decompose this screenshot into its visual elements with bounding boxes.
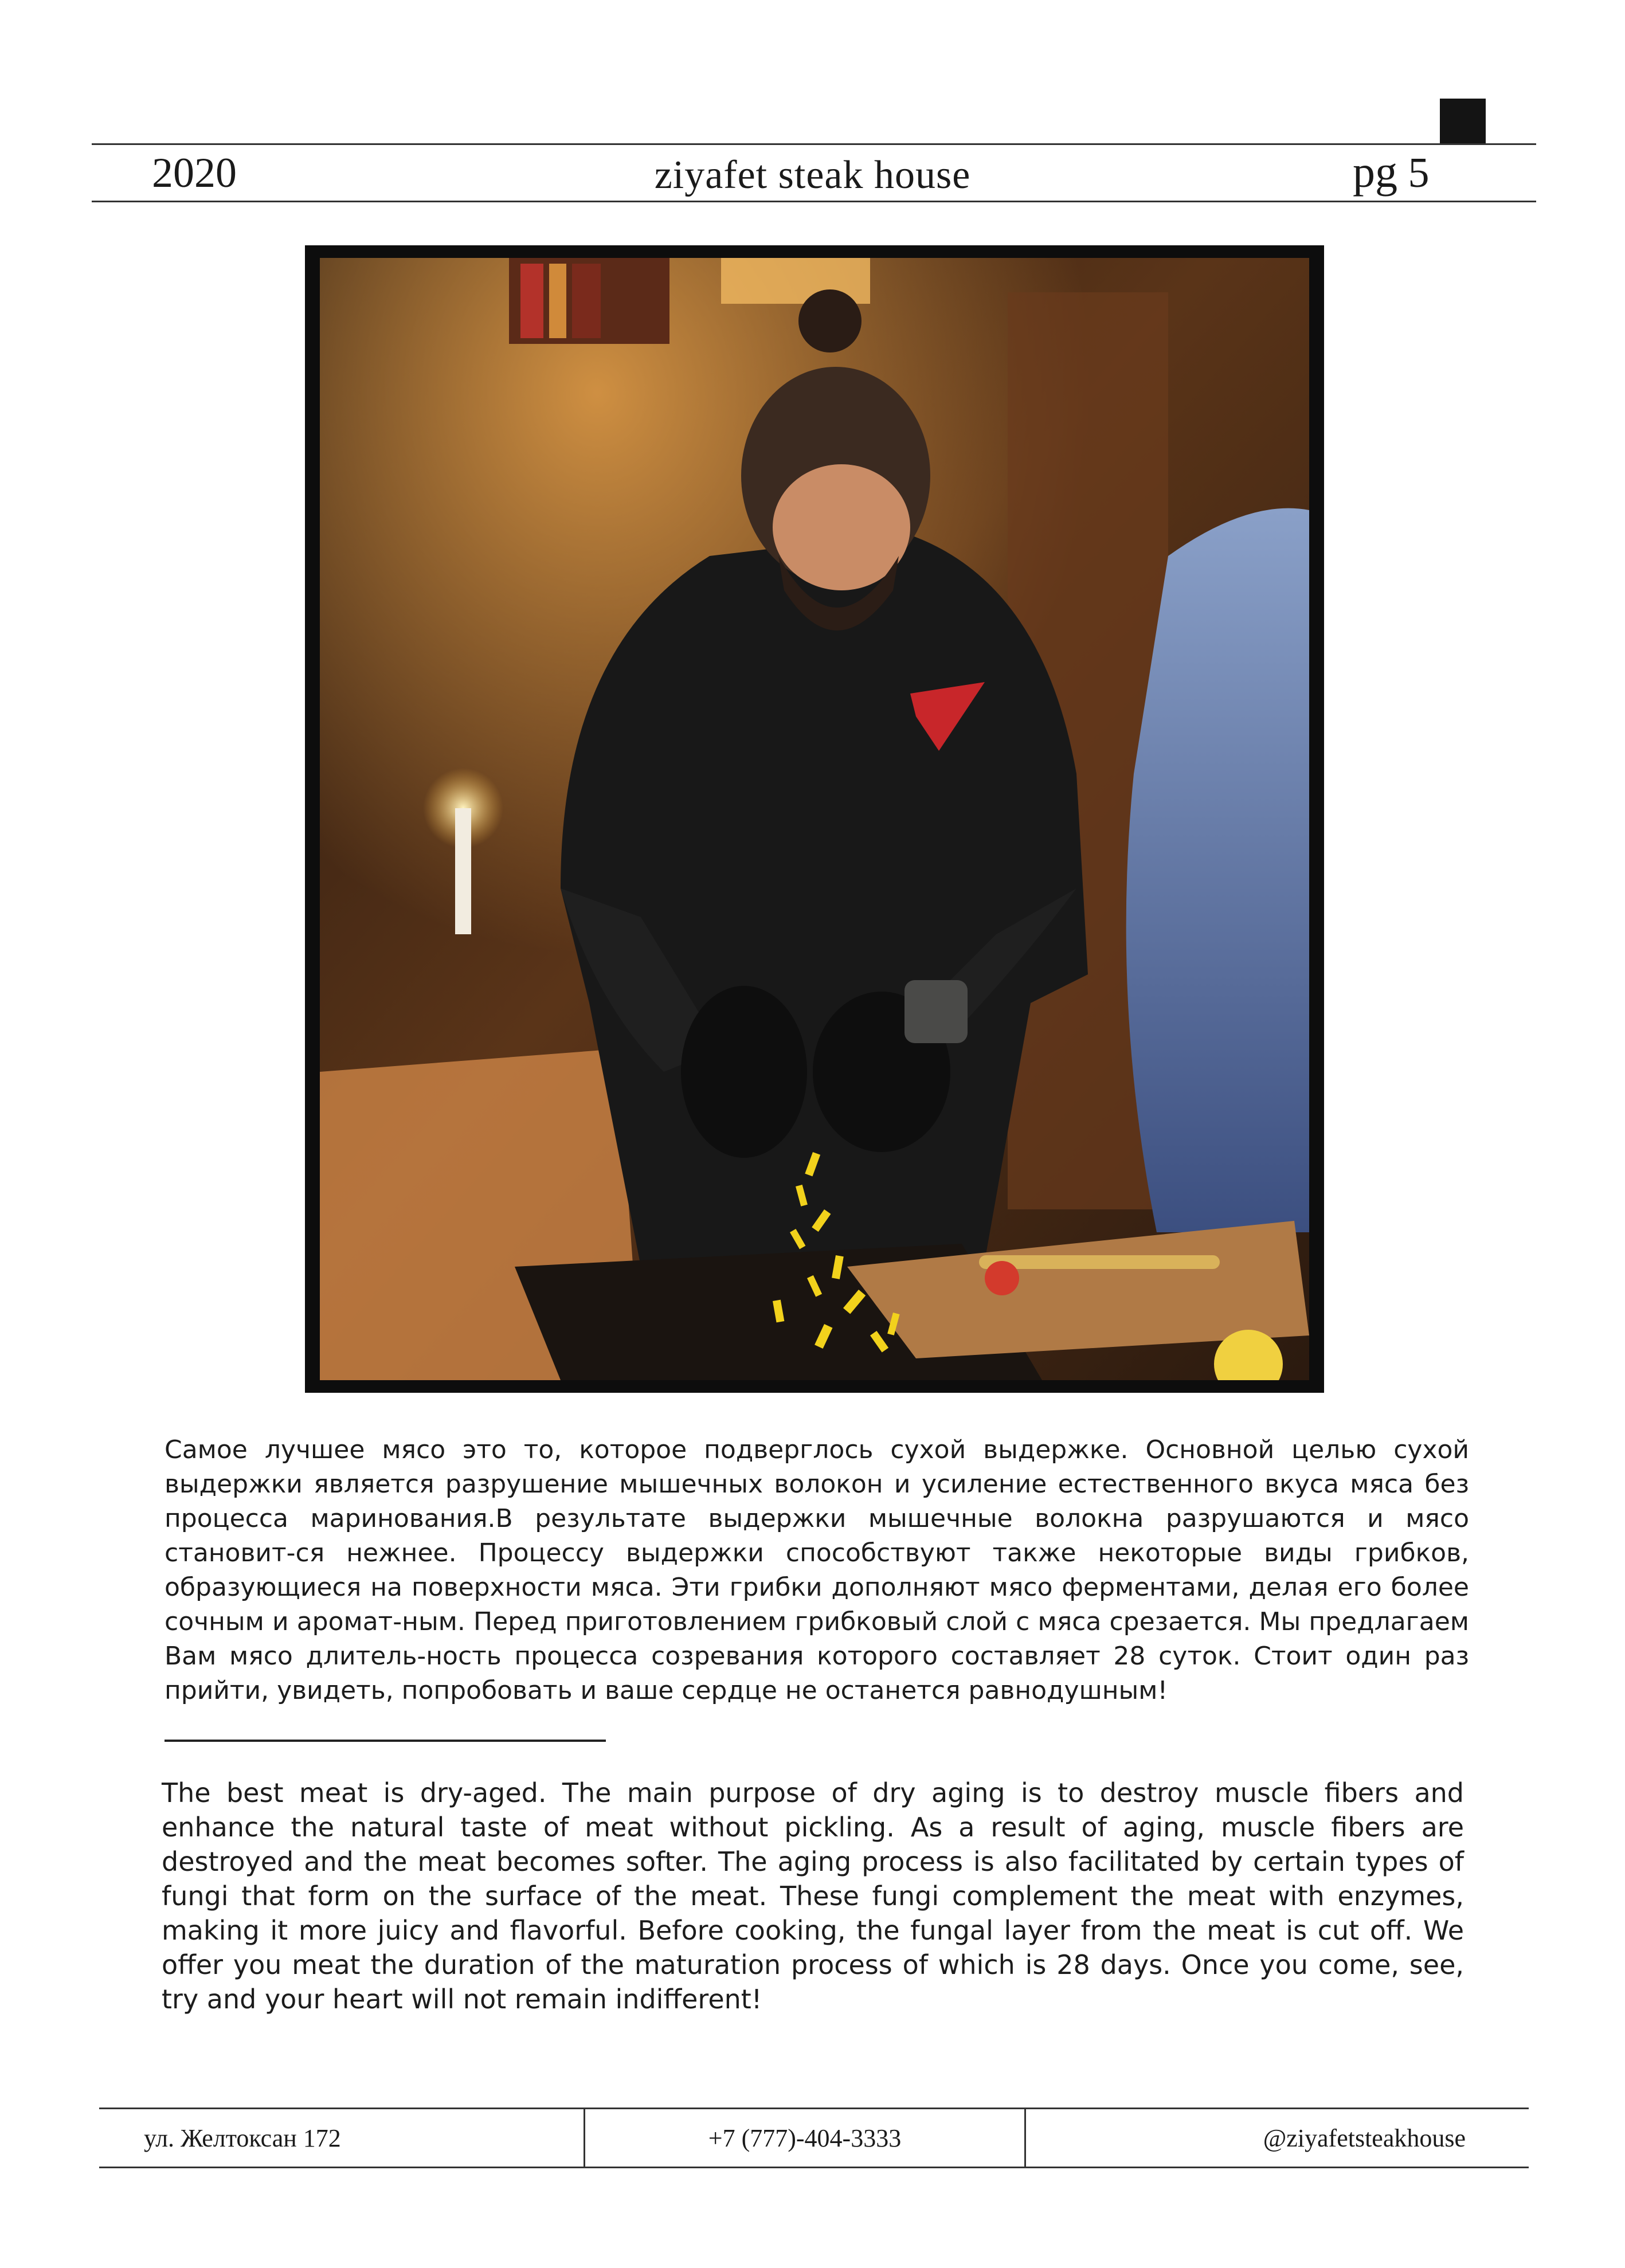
chef-photo — [305, 245, 1324, 1393]
body-text-english: The best meat is dry-aged. The main purpose of dry aging is to destroy muscle fibers and enhance the natural taste of meat without pickling. As a result of aging, muscle fibers are destroyed and the meat becomes softer. The aging process is also facilitated by certain types of fungi that form on the surface of the meat. These fungi complement the meat with enzymes, making it more juicy and flavorful. Before cooking, the fungal layer from the meat is cut off. We offer you meat the duration of the maturation process of which is 28 days. Once you come, see, try and your heart will not remain indifferent! — [162, 1777, 1464, 2015]
body-text-russian: Самое лучшее мясо это то, которое подверглось сухой выдержке. Основной целью сухой выдержки является разрушение мышечных волокон и усиление естественного вкуса мяса без процесса маринования.В результате выдержки мышечные волокна разрушаются и мясо становит-ся нежнее. Процессу выдержки способствуют также некоторые виды грибков, образующиеся на поверхности мяса. Эти грибки дополняют мясо ферментами, делая его более сочным и аромат-ным. Перед приготовлением грибковый слой с мяса срезается. Мы предлагаем Вам мясо длитель-ность процесса созревания которого составляет 28 суток. Стоит один раз прийти, увидеть, попробовать и ваше сердце не останется равнодушным! — [165, 1435, 1469, 1705]
header-top-rule — [92, 143, 1536, 145]
footer-bar — [99, 2108, 1529, 2168]
footer-address: ул. Желтоксан 172 — [144, 2124, 341, 2152]
footer-phone: +7 (777)-404-3333 — [584, 2109, 1025, 2167]
page-number: 5 — [1408, 150, 1430, 197]
header-bottom-rule — [92, 201, 1536, 202]
text-divider — [165, 1740, 606, 1742]
header-page-number — [1353, 148, 1430, 197]
chef-photo-illustration — [320, 258, 1309, 1380]
header-year: 2020 — [152, 150, 237, 197]
corner-marker — [1440, 99, 1486, 144]
footer-instagram: @ziyafetsteakhouse — [1024, 2109, 1529, 2167]
header-title: ziyafet steak house — [654, 153, 971, 197]
page-prefix: pg — [1353, 147, 1397, 197]
